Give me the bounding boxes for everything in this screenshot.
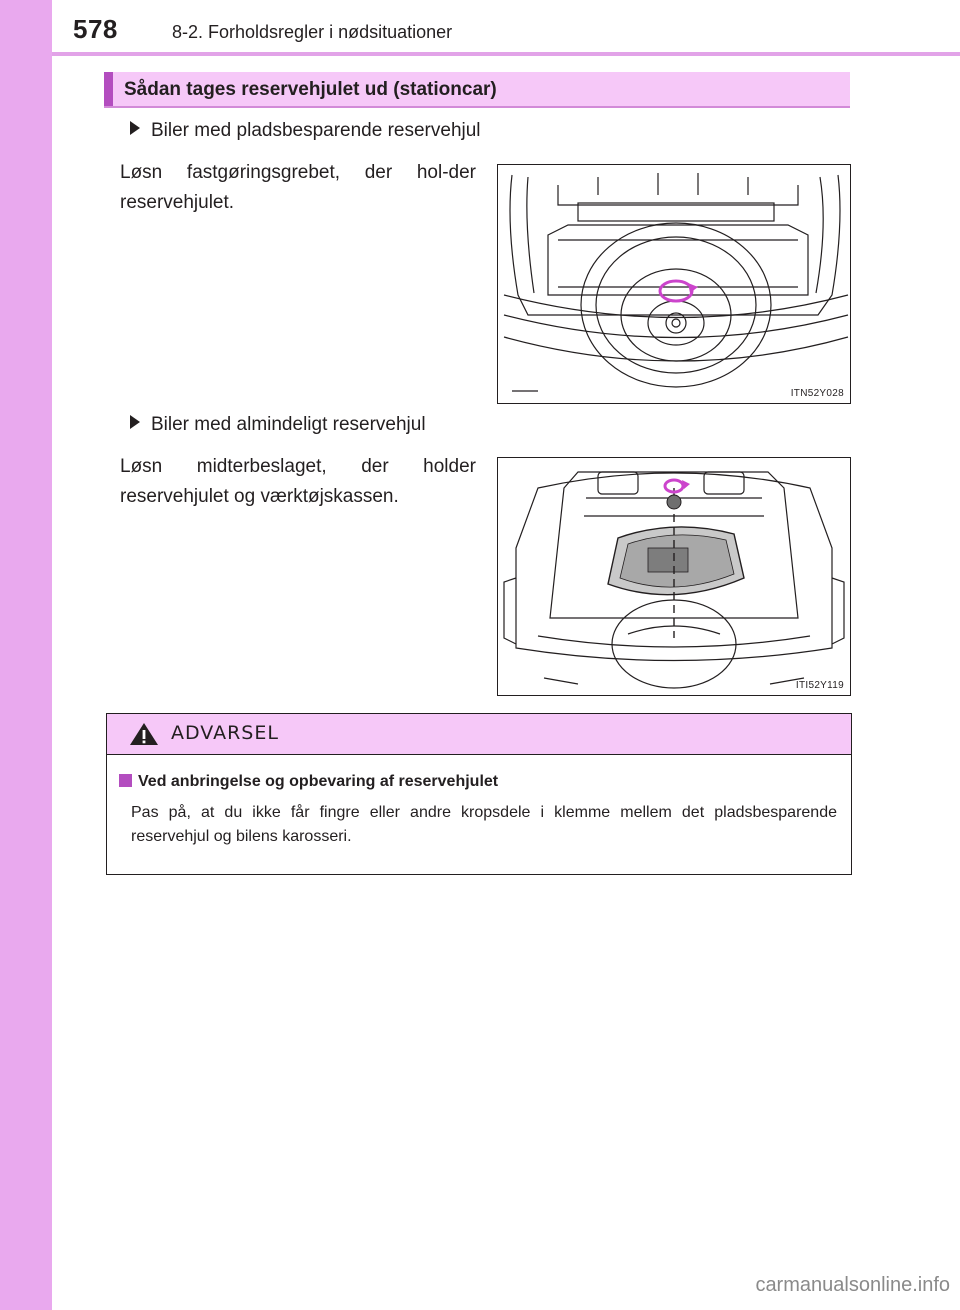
warning-triangle-icon	[129, 722, 159, 746]
header-rule	[52, 52, 960, 56]
section-heading-text: Sådan tages reservehjulet ud (stationcar)	[124, 79, 497, 100]
trunk-illustration	[498, 458, 850, 695]
instruction-text: Løsn fastgøringsgrebet, der hol-der reservehjulet.	[120, 162, 476, 213]
section-heading-accent	[104, 72, 113, 106]
instruction-text: Løsn midterbeslaget, der holder reservehjulet og værktøjskassen.	[120, 456, 476, 507]
figure-full-size-spare	[497, 457, 851, 696]
warning-body: Pas på, at du ikke får fingre eller andre kropsdele i klemme mellem det pladsbesparende reservehjul og bilens karosseri.	[131, 804, 837, 845]
watermark: carmanualsonline.info	[755, 1274, 950, 1296]
warning-title	[119, 773, 498, 791]
chapter-title: 8-2. Forholdsregler i nødsituationer	[172, 22, 453, 42]
trunk-illustration	[498, 165, 850, 403]
triangle-bullet-icon	[130, 121, 140, 135]
bullet-label: Biler med pladsbesparende reservehjul	[151, 120, 481, 141]
figure-code: ITI52Y119	[795, 680, 844, 691]
section-heading	[104, 72, 850, 108]
bullet-label: Biler med almindeligt reservehjul	[151, 414, 426, 435]
warning-header	[107, 714, 851, 755]
square-bullet-icon	[119, 774, 132, 787]
side-color-strip	[0, 0, 52, 1310]
triangle-bullet-icon	[130, 415, 140, 429]
warning-title-text: Ved anbringelse og opbevaring af reservehjulet	[138, 773, 499, 790]
figure-code: ITN52Y028	[790, 388, 844, 399]
bullet-full-size	[130, 414, 426, 436]
page-number: 578	[73, 14, 118, 44]
warning-box	[106, 713, 852, 875]
warning-label: ADVARSEL	[171, 722, 279, 744]
figure-space-saver-spare	[497, 164, 851, 404]
bullet-space-saver	[130, 120, 481, 142]
